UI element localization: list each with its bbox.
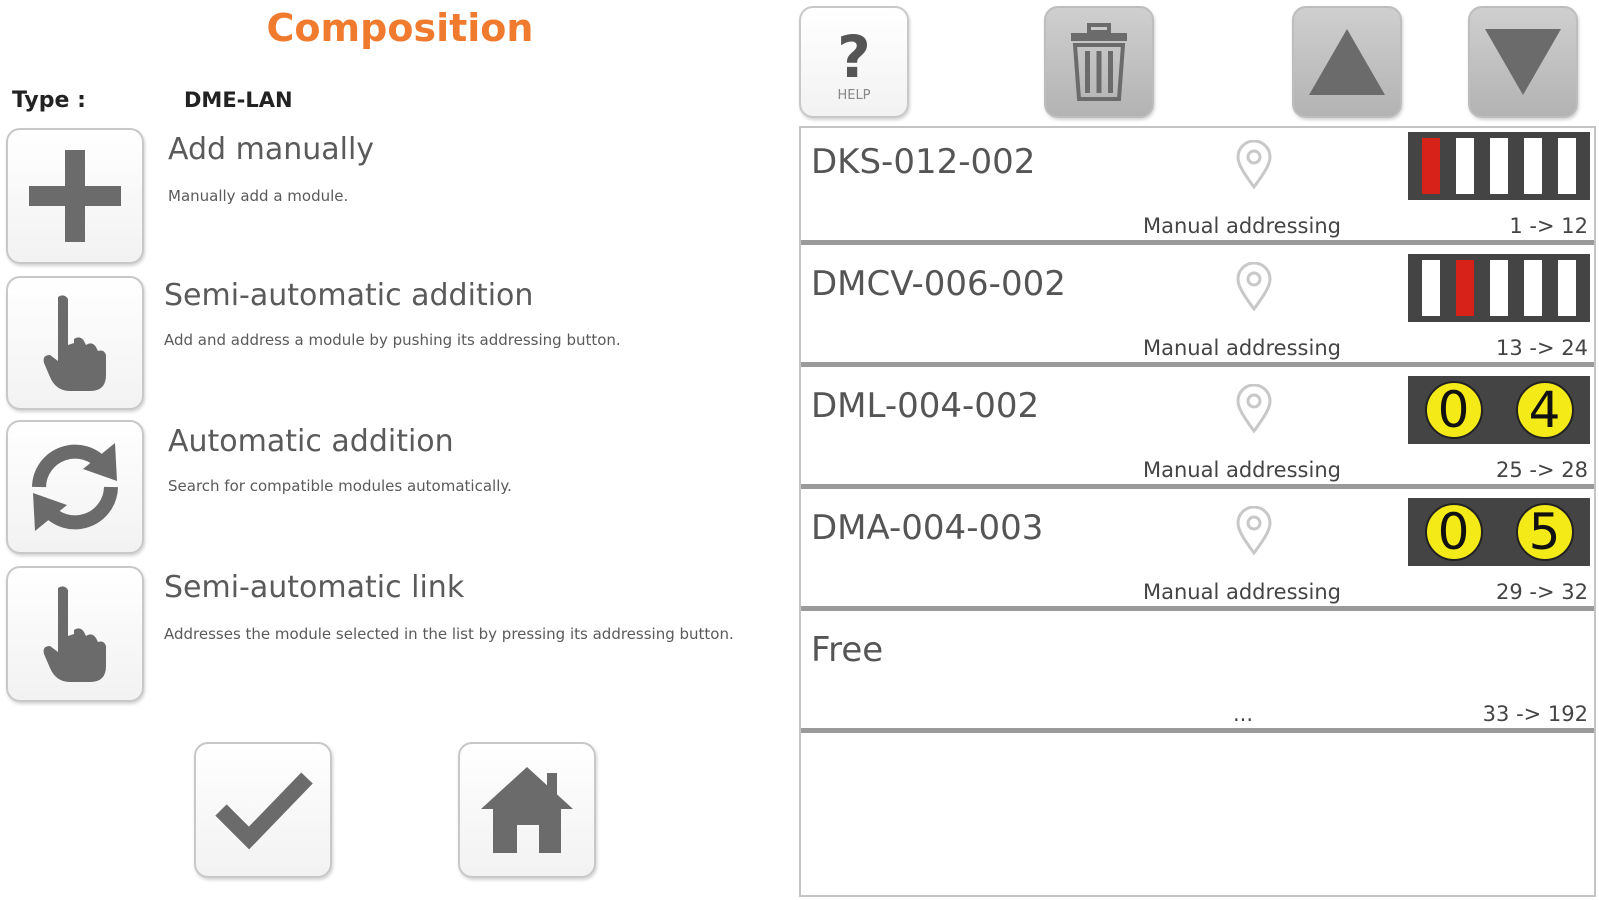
semi-automatic-link-title: Semi-automatic link [164,570,465,605]
semi-automatic-link-description: Addresses the module selected in the list by pressing its addressing button. [164,625,734,643]
automatic-addition-title: Automatic addition [168,424,454,459]
slot [1524,138,1542,194]
triangle-up-icon [1307,27,1387,97]
module-list [799,126,1596,897]
add-manually-button[interactable] [6,128,144,264]
module-row[interactable] [801,616,1594,733]
location-pin-icon[interactable] [1235,506,1273,556]
slot-indicator [1408,132,1590,200]
type-value: DME-LAN [184,88,293,112]
slot [1558,260,1576,316]
slot [1456,138,1474,194]
checkmark-icon [213,770,313,850]
module-row[interactable] [801,250,1594,367]
address-range: 13 -> 24 [1496,336,1588,360]
slot-active [1456,260,1474,316]
address-digit: 0 [1425,381,1483,439]
module-name: DMCV-006-002 [811,264,1066,304]
address-range: 25 -> 28 [1496,458,1588,482]
move-down-button[interactable] [1468,6,1578,118]
address-digit: 0 [1425,503,1483,561]
help-label: HELP [837,87,871,103]
triangle-down-icon [1483,27,1563,97]
module-name: Free [811,630,884,670]
slot [1558,138,1576,194]
address-range: 29 -> 32 [1496,580,1588,604]
addressing-mode: ... [1233,702,1254,726]
module-name: DMA-004-003 [811,508,1044,548]
addressing-mode: Manual addressing [1143,458,1341,482]
module-row[interactable] [801,372,1594,489]
address-digit: 5 [1516,503,1574,561]
module-name: DKS-012-002 [811,142,1036,182]
type-label: Type : [12,88,86,113]
automatic-addition-description: Search for compatible modules automatically. [168,477,512,495]
slot [1490,260,1508,316]
location-pin-icon[interactable] [1235,262,1273,312]
location-pin-icon[interactable] [1235,384,1273,434]
hand-pointer-icon [40,584,110,684]
slot-indicator [1408,254,1590,322]
module-row[interactable] [801,494,1594,611]
automatic-addition-button[interactable] [6,420,144,554]
location-pin-icon[interactable] [1235,140,1273,190]
semi-automatic-addition-button[interactable] [6,276,144,410]
module-row[interactable] [801,128,1594,245]
trash-icon [1069,23,1129,101]
slot [1490,138,1508,194]
hand-pointer-icon [40,293,110,393]
addressing-mode: Manual addressing [1143,214,1341,238]
semi-automatic-link-button[interactable] [6,566,144,702]
digit-indicator [1408,498,1590,566]
page-title: Composition [266,6,534,50]
plus-icon [25,146,125,246]
home-icon [477,765,577,855]
add-manually-title: Add manually [168,132,375,167]
slot [1524,260,1542,316]
confirm-button[interactable] [194,742,332,878]
address-digit: 4 [1516,381,1574,439]
address-range: 33 -> 192 [1482,702,1588,726]
home-button[interactable] [458,742,596,878]
delete-button[interactable] [1044,6,1154,118]
module-name: DML-004-002 [811,386,1040,426]
address-range: 1 -> 12 [1509,214,1588,238]
refresh-icon [25,437,125,537]
move-up-button[interactable] [1292,6,1402,118]
slot-active [1422,138,1440,194]
semi-automatic-addition-description: Add and address a module by pushing its addressing button. [164,331,621,349]
digit-indicator [1408,376,1590,444]
help-button[interactable] [799,6,909,118]
help-icon: ? [837,22,871,91]
slot [1422,260,1440,316]
addressing-mode: Manual addressing [1143,336,1341,360]
addressing-mode: Manual addressing [1143,580,1341,604]
add-manually-description: Manually add a module. [168,187,349,205]
semi-automatic-addition-title: Semi-automatic addition [164,278,534,313]
